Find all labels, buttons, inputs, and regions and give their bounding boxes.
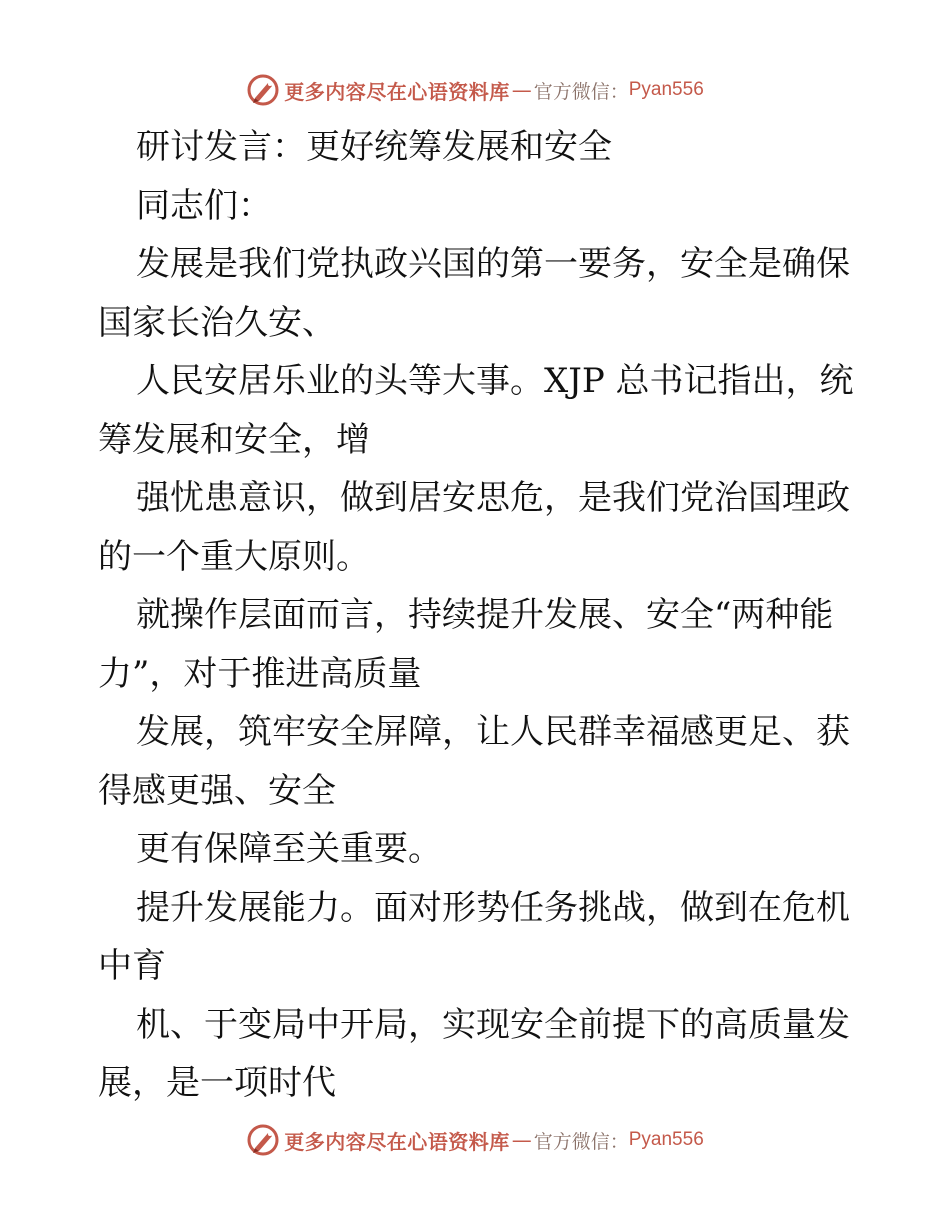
banner-separator: — (511, 78, 532, 102)
document-line: 更有保障至关重要。 (136, 829, 442, 869)
document-line: 筹发展和安全，增 (98, 419, 370, 460)
document-line: 国家长治久安、 (98, 302, 336, 343)
document-body (98, 118, 858, 1113)
banner-wechat-label: 官方微信： (533, 1130, 629, 1153)
banner-wechat-label: 官方微信： (533, 80, 629, 103)
document-line: 得感更强、安全 (98, 770, 336, 811)
document-line: 人民安居乐业的头等大事。XJP 总书记指出，统 (136, 361, 854, 401)
banner-wechat-id: Pyan556 (628, 1129, 704, 1150)
banner-title: 更多内容尽在心语资料库 (284, 79, 510, 104)
document-line: 力”，对于推进高质量 (98, 653, 422, 694)
footer-banner (0, 1120, 950, 1160)
document-line: 机、于变局中开局，实现安全前提下的高质量发 (136, 1004, 850, 1045)
banner-title: 更多内容尽在心语资料库 (284, 1129, 510, 1154)
document-line: 强忧患意识，做到居安思危，是我们党治国理政 (136, 478, 850, 518)
banner-separator: — (511, 1128, 532, 1152)
document-line: 就操作层面而言，持续提升发展、安全“两种能 (136, 595, 834, 635)
document-line: 发展是我们党执政兴国的第一要务，安全是确保 (136, 244, 850, 284)
header-banner (0, 70, 950, 110)
document-lines (98, 177, 858, 1113)
document-title: 研讨发言：更好统筹发展和安全 (136, 127, 612, 167)
document-line: 提升发展能力。面对形势任务挑战，做到在危机 (136, 887, 850, 928)
pen-circle-logo-icon (246, 73, 280, 107)
document-line: 同志们： (136, 185, 272, 226)
pen-circle-logo-icon (246, 1123, 280, 1157)
document-line: 展，是一项时代 (98, 1063, 336, 1103)
banner-wechat-id: Pyan556 (628, 79, 704, 100)
document-line: 的一个重大原则。 (98, 536, 370, 577)
document-line: 发展，筑牢安全屏障，让人民群幸福感更足、获 (136, 712, 850, 752)
document-line: 中育 (98, 946, 166, 986)
